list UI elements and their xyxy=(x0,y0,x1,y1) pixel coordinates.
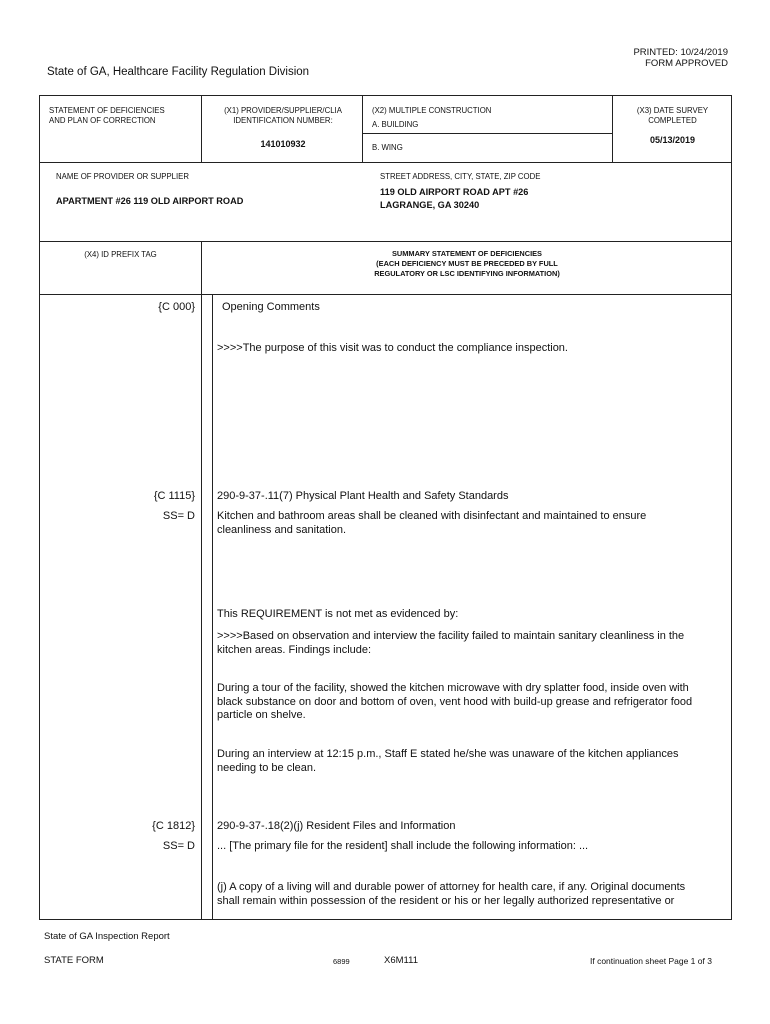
survey-date: 05/13/2019 xyxy=(649,135,696,145)
divider xyxy=(40,162,731,163)
form-approved: FORM APPROVED xyxy=(645,58,728,69)
c1115-notmet: This REQUIREMENT is not met as evidenced by: xyxy=(217,608,459,620)
divider xyxy=(201,96,202,162)
x2-building: A. BUILDING xyxy=(372,120,419,129)
tag-c1812: {C 1812} xyxy=(152,820,195,832)
provider-label: NAME OF PROVIDER OR SUPPLIER xyxy=(56,172,190,181)
deficiency-form xyxy=(39,95,732,920)
report-title: State of GA Inspection Report xyxy=(44,931,170,942)
state-form-label: STATE FORM xyxy=(44,955,104,966)
c000-title: Opening Comments xyxy=(222,301,320,313)
provider-id: 141010932 xyxy=(260,139,306,149)
x2-label: (X2) MULTIPLE CONSTRUCTION xyxy=(372,106,492,115)
x4-label: (X4) ID PREFIX TAG xyxy=(84,250,157,259)
divider xyxy=(362,96,363,162)
address-label: STREET ADDRESS, CITY, STATE, ZIP CODE xyxy=(380,172,541,181)
c1115-finding2: During a tour of the facility, showed the kitchen microwave with dry splatter food, inside oven with black substance on door and bottom of oven, vent hood with build-up grease and refrigerator food particle on shelve. xyxy=(217,682,693,721)
c1115-finding1: >>>>Based on observation and interview the facility failed to maintain sanitary cleanliness in the kitchen areas. Findings include: xyxy=(217,630,685,656)
divider xyxy=(212,294,213,920)
tag-c1115: {C 1115} xyxy=(153,490,195,502)
address-line2: LAGRANGE, GA 30240 xyxy=(380,200,480,210)
statement-label: STATEMENT OF DEFICIENCIES AND PLAN OF CORRECTION xyxy=(49,106,165,125)
divider xyxy=(201,294,202,920)
c1115-finding3: During an interview at 12:15 p.m., Staff E stated he/she was unaware of the kitchen appliances needing to be clean. xyxy=(217,748,679,774)
provider-name: APARTMENT #26 119 OLD AIRPORT ROAD xyxy=(56,196,244,206)
ss-c1812: SS= D xyxy=(162,840,195,852)
c1115-title: 290-9-37-.11(7) Physical Plant Health and Safety Standards xyxy=(217,490,509,502)
print-info xyxy=(633,47,728,69)
c000-text: >>>>The purpose of this visit was to conduct the compliance inspection. xyxy=(217,342,568,354)
form-code: 6899 xyxy=(333,957,350,966)
event-id: X6M111 xyxy=(384,955,418,966)
address-line1: 119 OLD AIRPORT ROAD APT #26 xyxy=(380,187,529,197)
divider xyxy=(40,241,731,242)
summary-label: SUMMARY STATEMENT OF DEFICIENCIES (EACH DEFICIENCY MUST BE PRECEDED BY FULL REGULATORY OR LSC IDENTIFYING INFORMATION) xyxy=(374,249,560,278)
c1812-text: ... [The primary file for the resident] shall include the following information: ... xyxy=(217,840,589,852)
agency-name: State of GA, Healthcare Facility Regulation Division xyxy=(47,66,310,78)
c1115-rule: Kitchen and bathroom areas shall be cleaned with disinfectant and maintained to ensure cleanliness and sanitation. xyxy=(217,510,647,536)
continuation-note: If continuation sheet Page 1 of 3 xyxy=(590,956,712,966)
divider xyxy=(40,294,731,295)
c1812-j: (j) A copy of a living will and durable power of attorney for health care, if any. Original documents shall remain within possession of the resident or his or her legally authorized representative or xyxy=(217,881,686,907)
x3-label: (X3) DATE SURVEY COMPLETED xyxy=(636,106,709,125)
printed-date: PRINTED: 10/24/2019 xyxy=(633,47,728,58)
x1-label: (X1) PROVIDER/SUPPLIER/CLIA IDENTIFICATION NUMBER: xyxy=(224,106,342,125)
c1812-title: 290-9-37-.18(2)(j) Resident Files and Information xyxy=(217,820,456,832)
divider xyxy=(362,133,612,134)
x2-wing: B. WING xyxy=(372,143,403,152)
tag-c000: {C 000} xyxy=(158,301,195,313)
ss-c1115: SS= D xyxy=(162,510,195,522)
